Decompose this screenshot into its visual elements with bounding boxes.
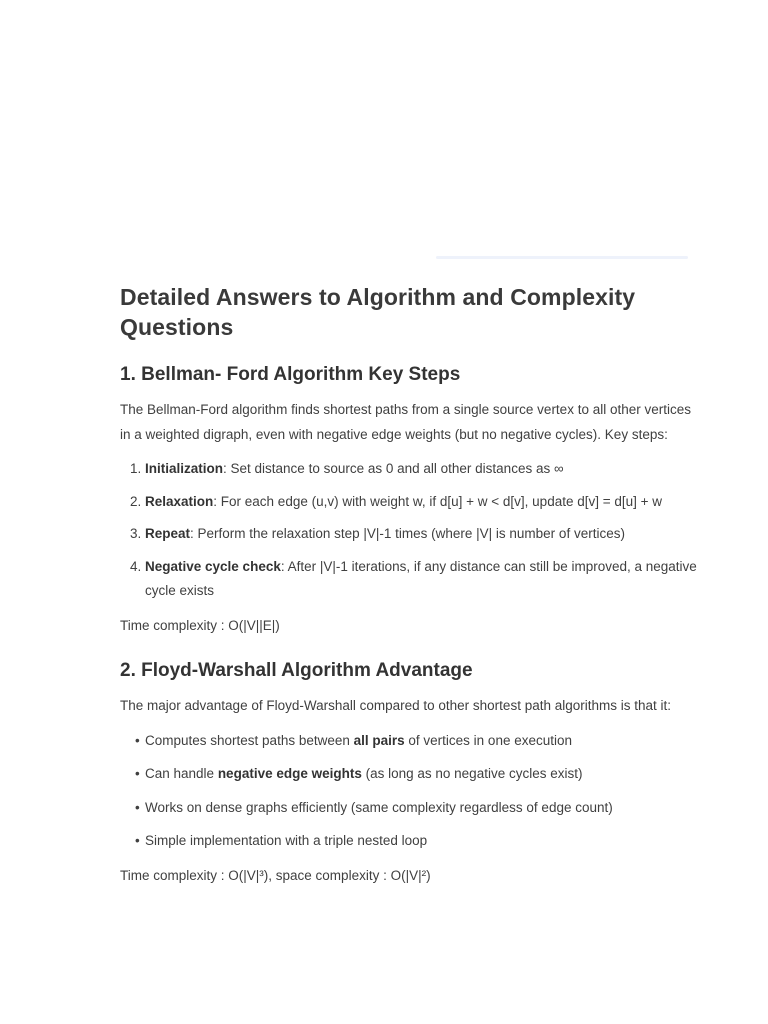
list-item <box>135 762 698 787</box>
step-term: Negative cycle check <box>145 558 281 574</box>
step-text: : After |V|-1 iterations, if any distance can still be improved, a negative cycle exists <box>145 558 697 598</box>
section-1-complexity: Time complexity : O(|V||E|) <box>120 617 280 633</box>
item-text: Simple implementation with a triple nested loop <box>145 833 428 848</box>
item-text: Computes shortest paths between <box>145 732 354 748</box>
section-1-intro: The Bellman-Ford algorithm finds shortest paths from a single source vertex to all other vertices in a weighted digraph, even with negative edge weights (but no negative cycles). Key steps: <box>120 402 691 442</box>
bullet-icon: • <box>135 799 140 815</box>
blank-header-area <box>0 0 768 262</box>
section-2-complexity: Time complexity : O(|V|³), space complexity : O(|V|²) <box>120 867 431 883</box>
item-text: (as long as no negative cycles exist) <box>361 766 583 781</box>
list-item <box>135 729 698 754</box>
bullet-icon: • <box>135 833 140 848</box>
step-text: : Perform the relaxation step |V|-1 times (where |V| is number of vertices) <box>190 526 625 541</box>
step-term: Repeat <box>145 526 191 541</box>
bellman-ford-steps-list <box>120 457 698 604</box>
list-item <box>145 522 698 547</box>
page-title: Detailed Answers to Algorithm and Complexity Questions <box>120 284 636 340</box>
divider-line <box>436 256 688 259</box>
bullet-icon: • <box>135 732 140 748</box>
list-item <box>145 555 698 604</box>
floyd-warshall-advantages-list <box>120 729 698 854</box>
item-text: Can handle <box>145 766 218 781</box>
section-1-heading: 1. Bellman- Ford Algorithm Key Steps <box>120 364 461 385</box>
section-2-intro: The major advantage of Floyd-Warshall compared to other shortest path algorithms is that it: <box>120 698 672 713</box>
step-text: : For each edge (u,v) with weight w, if d[u] + w < d[v], update d[v] = d[u] + w <box>213 493 663 509</box>
bullet-icon: • <box>135 766 140 781</box>
list-item <box>135 829 698 854</box>
step-term: Relaxation <box>145 493 214 509</box>
item-bold-text: all pairs <box>353 732 405 748</box>
list-item <box>145 457 698 482</box>
item-bold-text: negative edge weights <box>217 766 362 781</box>
step-term: Initialization <box>145 461 224 476</box>
step-text: : Set distance to source as 0 and all other distances as ∞ <box>223 461 564 476</box>
document-content <box>120 282 698 888</box>
item-text: of vertices in one execution <box>404 732 573 748</box>
list-item <box>135 796 698 821</box>
list-item <box>145 490 698 515</box>
section-2-heading: 2. Floyd-Warshall Algorithm Advantage <box>120 660 473 681</box>
item-text: Works on dense graphs efficiently (same complexity regardless of edge count) <box>145 799 613 815</box>
